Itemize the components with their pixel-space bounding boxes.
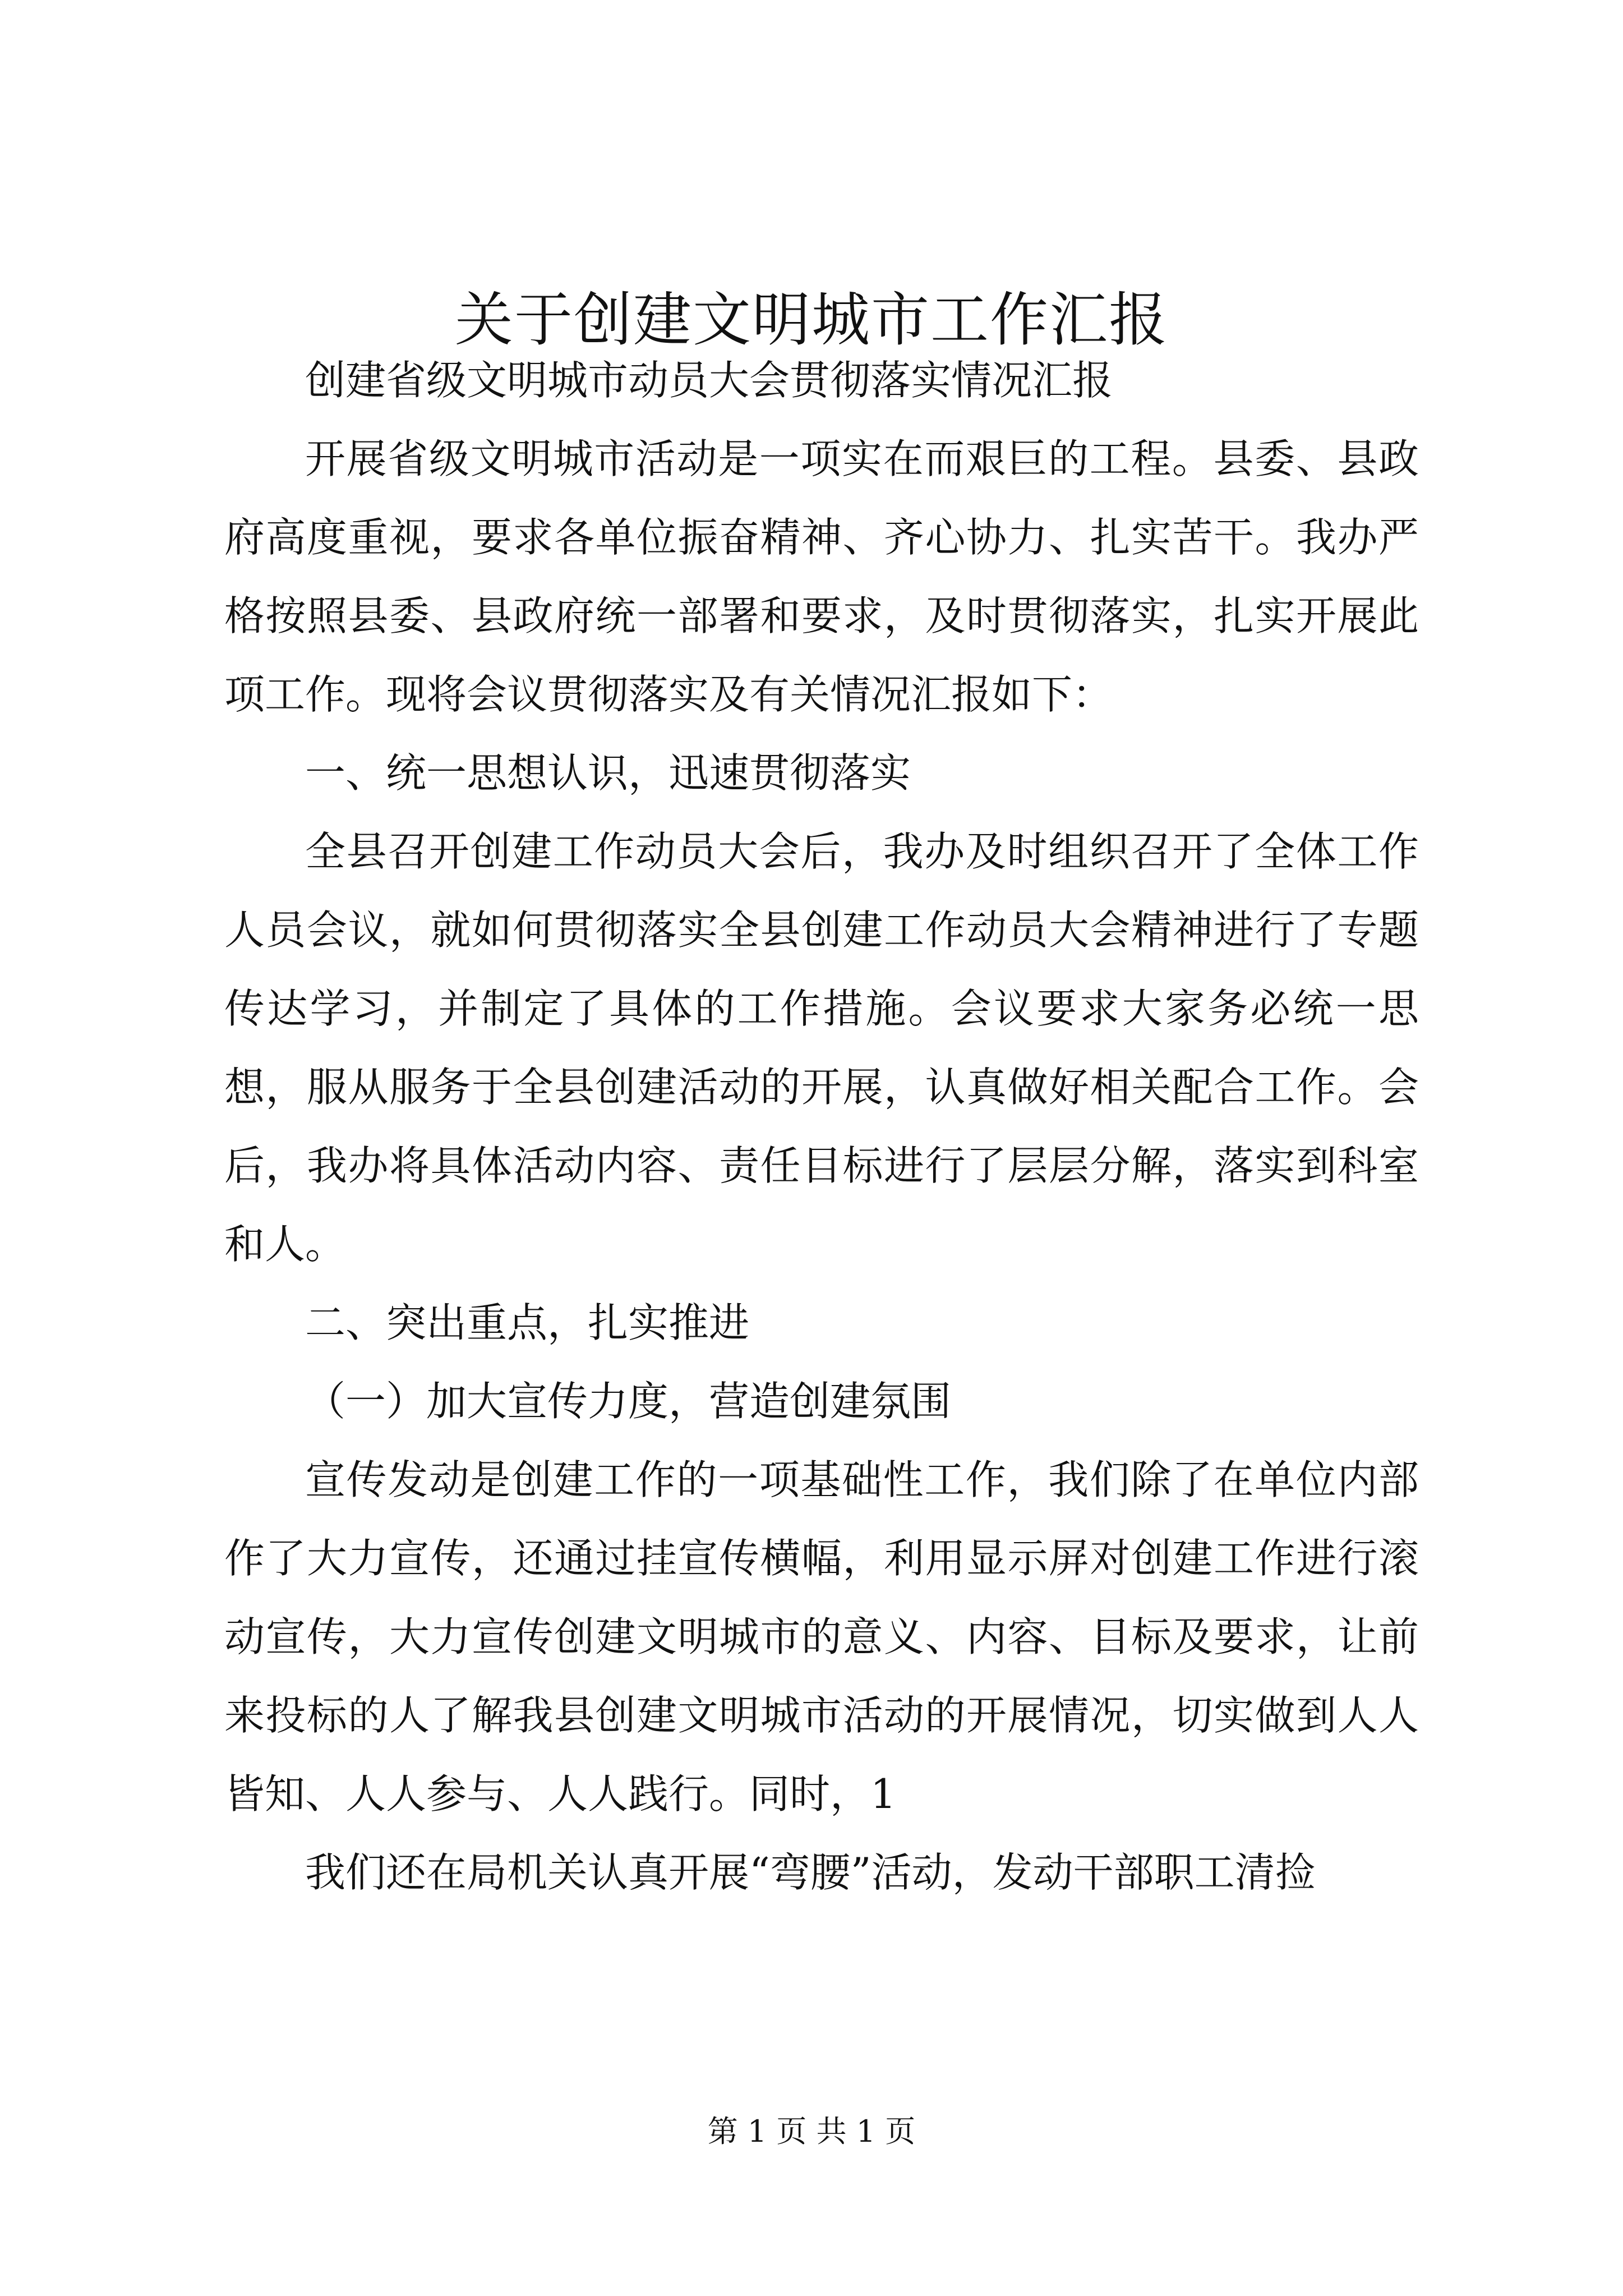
heading-section-1: 一、统一思想认识，迅速贯彻落实 (305, 749, 911, 797)
heading-section-2: 二、突出重点，扎实推进 (305, 1299, 750, 1346)
page-footer: 第 1 页 共 1 页 (707, 2114, 916, 2149)
paragraph-intro: 开展省级文明城市活动是一项实在而艰巨的工程。县委、县政府高度重视，要求各单位振奋精神、齐心协力、扎实苦干。我办严格按照县委、县政府统一部署和要求，及时贯彻落实，扎实开展此项工作。现将会议贯彻落实及有关情况汇报如下： (224, 435, 1419, 718)
paragraph-subtitle: 创建省级文明城市动员大会贯彻落实情况汇报 (305, 357, 1113, 404)
document-body (224, 341, 1419, 1912)
paragraph-continued: 我们还在局机关认真开展“弯腰”活动，发动干部职工清捡 (305, 1849, 1316, 1896)
heading-subsection-1: （一）加大宣传力度，营造创建氛围 (305, 1378, 952, 1425)
paragraph-section-1: 全县召开创建工作动员大会后，我办及时组织召开了全体工作人员会议，就如何贯彻落实全县创建工作动员大会精神进行了专题传达学习，并制定了具体的工作措施。会议要求大家务必统一思想，服从服务于全县创建活动的开展，认真做好相关配合工作。会后，我办将具体活动内容、责任目标进行了层层分解，落实到科室和人。 (224, 828, 1419, 1268)
document-title: 关于创建文明城市工作汇报 (454, 286, 1168, 354)
paragraph-subsection-1: 宣传发动是创建工作的一项基础性工作，我们除了在单位内部作了大力宣传，还通过挂宣传横幅，利用显示屏对创建工作进行滚动宣传，大力宣传创建文明城市的意义、内容、目标及要求，让前来投标的人了解我县创建文明城市活动的开展情况，切实做到人人皆知、人人参与、人人践行。同时，1 (224, 1456, 1419, 1818)
